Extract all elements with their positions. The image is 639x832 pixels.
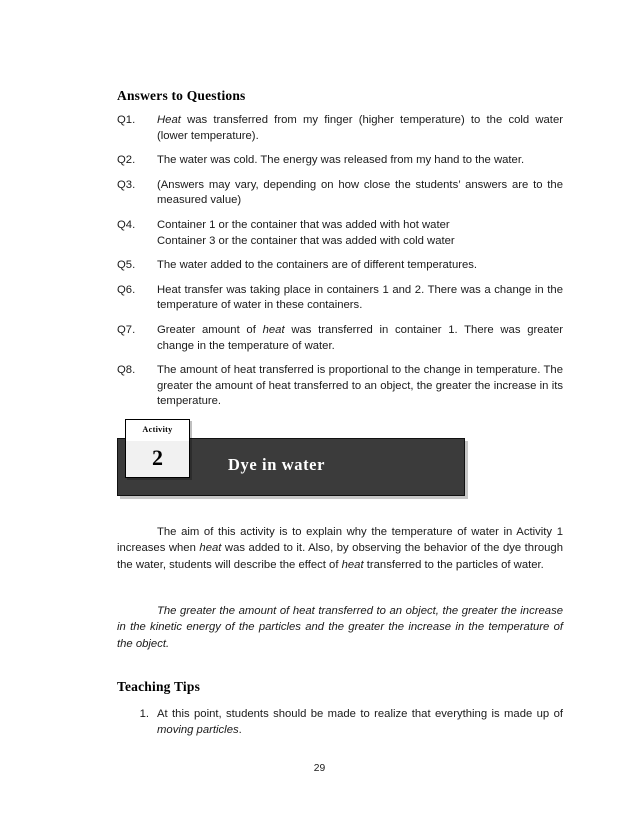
answers-list — [117, 113, 563, 410]
activity-principle-paragraph-wrap — [117, 603, 563, 652]
paragraph-italic-2: heat — [341, 558, 364, 571]
answer-text: The water added to the containers are of different temperatures. — [157, 259, 478, 272]
answer-label: Q4. — [117, 218, 136, 231]
activity-principle-paragraph: The greater the amount of heat transferred to an object, the greater the increase in the kinetic energy of the particles and the greater the increase in the temperature of the object. — [117, 605, 563, 650]
activity-intro-paragraph-wrap — [117, 524, 563, 573]
answer-text: (Answers may vary, depending on how close the students’ answers are to the measured value) — [157, 178, 563, 207]
answer-label: Q1. — [117, 114, 136, 126]
answer-row-q8 — [117, 363, 563, 410]
answer-text: Heat transfer was taking place in containers 1 and 2. There was a change in the temperature of water in these containers. — [157, 283, 563, 312]
paragraph-part-1: The aim of this activity is to explain why the temperature of water in Activity 1 increases when — [117, 526, 563, 555]
answer-label: Q6. — [117, 283, 136, 296]
answer-label: Q8. — [117, 364, 136, 377]
list-item-text — [157, 707, 563, 739]
answer-italic-term: heat — [262, 323, 285, 336]
page-number: 29 — [313, 763, 326, 774]
list-item-text-head: At this point, students should be made to realize that everything is made up of — [157, 708, 563, 720]
answer-line-2: Container 3 or the container that was added with cold water — [157, 234, 455, 247]
activity-banner — [117, 419, 465, 497]
answers-heading: Answers to Questions — [117, 88, 246, 103]
list-item-number: 1. — [139, 708, 149, 720]
teaching-tips-list — [117, 707, 563, 745]
answer-text — [157, 218, 563, 249]
answer-row-q3 — [117, 178, 563, 209]
list-item — [117, 707, 563, 739]
answer-row-q6 — [117, 283, 563, 314]
answer-text-tail: was transferred in container 1. There was greater change in the temperature of water. — [157, 323, 563, 352]
answer-text: The water was cold. The energy was released from my hand to the water. — [157, 154, 525, 167]
answer-row-q7 — [117, 323, 563, 354]
paragraph-part-3: transferred to the particles of water. — [363, 558, 544, 571]
answer-text — [157, 113, 563, 144]
answer-line-1: Container 1 or the container that was added with hot water — [157, 218, 450, 231]
paragraph-part-2: was added to it. Also, by observing the behavior of the dye through the water, students will describe the effect of — [117, 542, 563, 571]
answer-text — [157, 323, 563, 354]
answer-label: Q2. — [117, 154, 136, 167]
answer-label: Q7. — [117, 323, 136, 336]
answer-row-q4 — [117, 218, 563, 249]
answer-row-q2 — [117, 153, 563, 169]
list-item-italic-term: moving particles — [157, 723, 239, 736]
teaching-tips-heading: Teaching Tips — [117, 679, 201, 694]
activity-intro-paragraph — [117, 524, 563, 573]
answer-text-tail: was transferred from my finger (higher temperature) to the cold water (lower temperature). — [157, 114, 563, 142]
answer-label: Q5. — [117, 259, 136, 272]
answer-row-q5 — [117, 258, 563, 274]
answer-row-q1 — [117, 113, 563, 144]
paragraph-italic-1: heat — [199, 542, 222, 555]
answer-text-head: Greater amount of — [157, 323, 263, 336]
answer-label: Q3. — [117, 178, 136, 191]
activity-number-tab — [125, 419, 190, 478]
list-item-text-tail: . — [238, 723, 242, 736]
answers-section — [117, 88, 563, 419]
activity-number: 2 — [126, 441, 189, 477]
answer-italic-term: Heat — [157, 114, 181, 126]
activity-title: Dye in water — [228, 455, 326, 474]
activity-tab-label: Activity — [126, 420, 189, 441]
answer-text: The amount of heat transferred is proportional to the change in temperature. The greater the amount of heat transferred to an object, the greater the increase in its temperature. — [157, 364, 563, 408]
